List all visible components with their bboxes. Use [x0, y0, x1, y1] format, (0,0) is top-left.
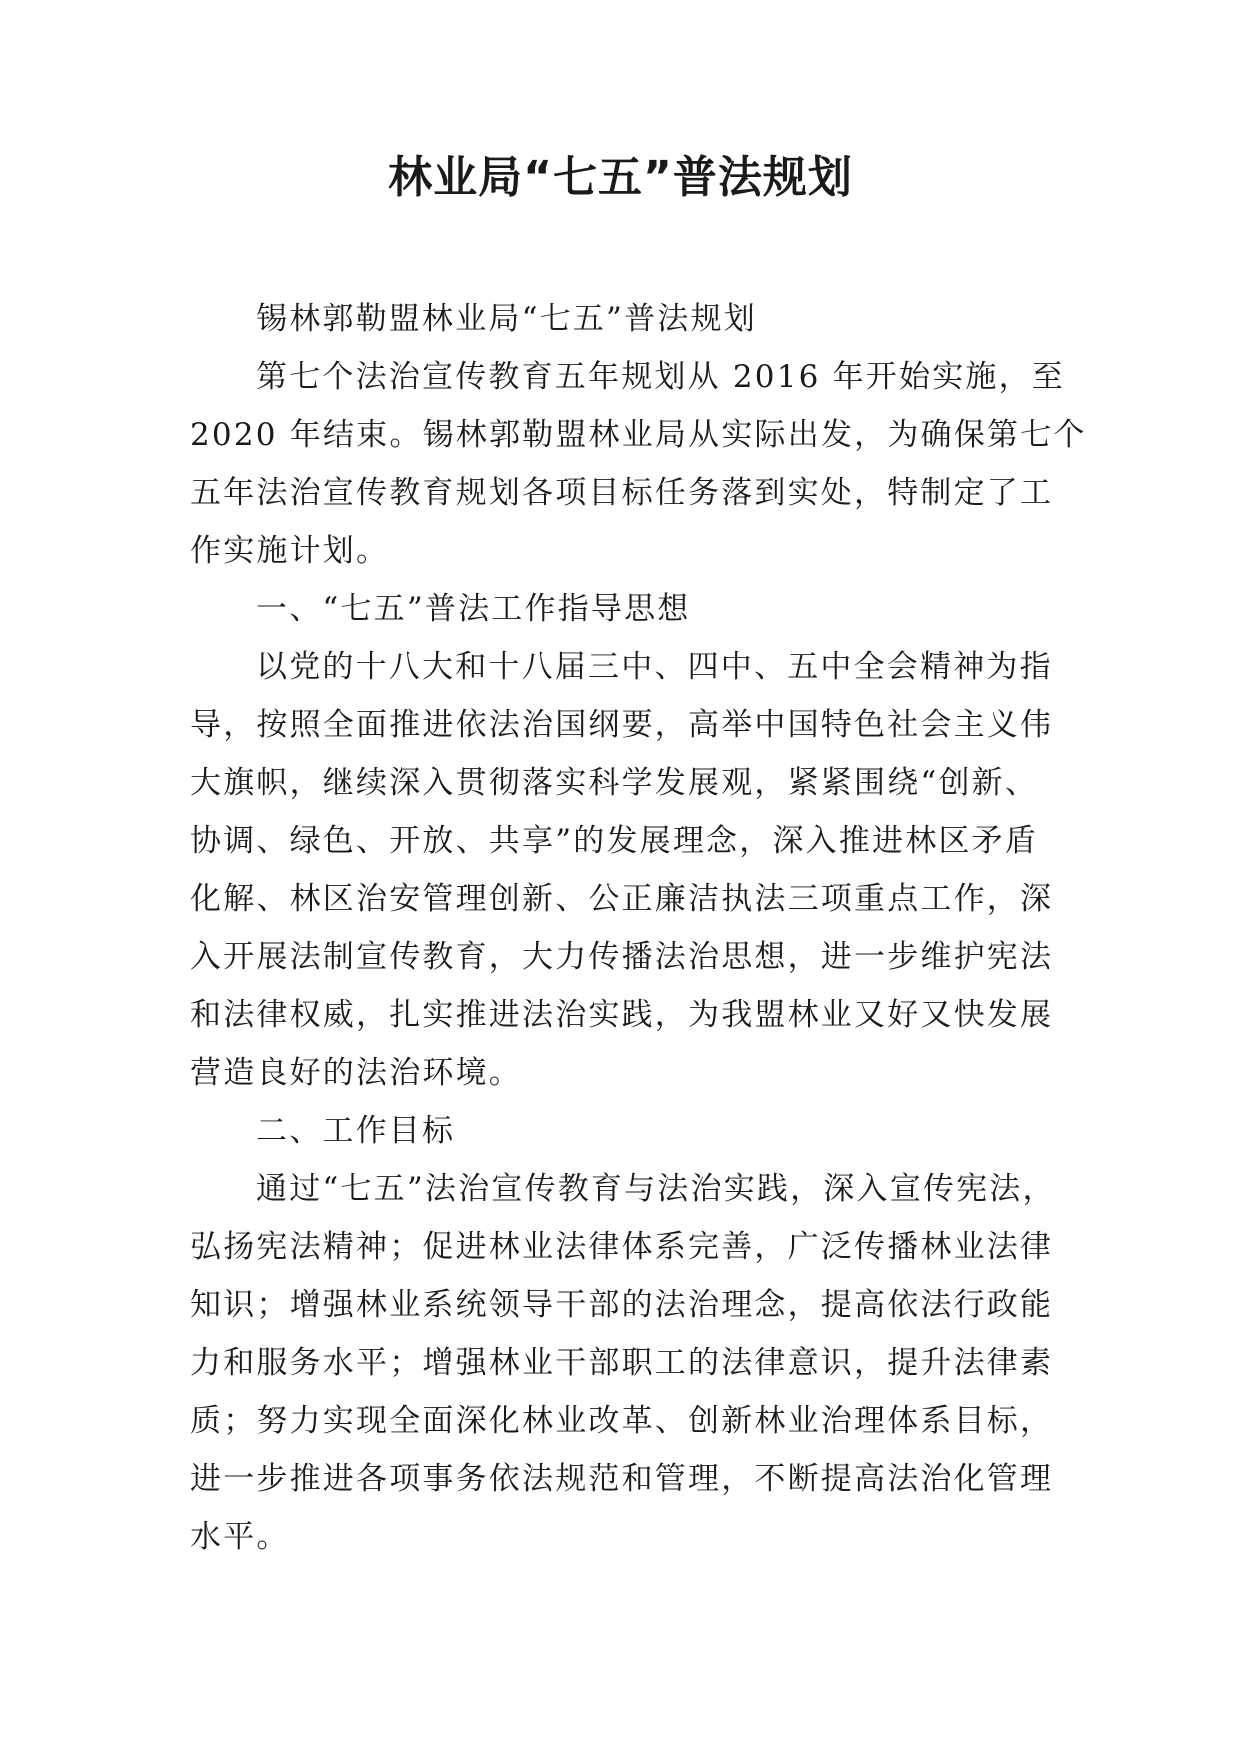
paragraph-line: 五年法治宣传教育规划各项目标任务落到实处，特制定了工 — [190, 475, 1054, 511]
paragraph-line: 和法律权威，扎实推进法治实践，为我盟林业又好又快发展 — [190, 997, 1054, 1033]
paragraph-line: 水平。 — [190, 1519, 290, 1555]
paragraph-line: 化解、林区治安管理创新、公正廉洁执法三项重点工作，深 — [190, 881, 1054, 917]
paragraph-line: 入开展法制宣传教育，大力传播法治思想，进一步维护宪法 — [190, 939, 1054, 975]
paragraph-line: 通过“七五”法治宣传教育与法治实践，深入宣传宪法， — [256, 1171, 1056, 1207]
document-body — [190, 290, 1087, 1566]
section-heading: 一、“七五”普法工作指导思想 — [256, 591, 691, 627]
subtitle-line: 锡林郭勒盟林业局“七五”普法规划 — [256, 301, 757, 337]
paragraph-line: 第七个法治宣传教育五年规划从 2016 年开始实施，至 — [256, 359, 1065, 395]
paragraph-line: 大旗帜，继续深入贯彻落实科学发展观，紧紧围绕“创新、 — [190, 765, 1039, 801]
paragraph-line: 知识；增强林业系统领导干部的法治理念，提高依法行政能 — [190, 1287, 1054, 1323]
paragraph-line: 协调、绿色、开放、共享”的发展理念，深入推进林区矛盾 — [190, 823, 1039, 859]
paragraph-line: 以党的十八大和十八届三中、四中、五中全会精神为指 — [256, 649, 1053, 685]
paragraph-line: 导，按照全面推进依法治国纲要，高举中国特色社会主义伟 — [190, 707, 1054, 743]
document-title: 林业局“七五”普法规划 — [388, 152, 853, 203]
paragraph-line: 2020 年结束。锡林郭勒盟林业局从实际出发，为确保第七个 — [190, 417, 1087, 453]
paragraph-line: 弘扬宪法精神；促进林业法律体系完善，广泛传播林业法律 — [190, 1229, 1054, 1265]
paragraph-line: 营造良好的法治环境。 — [190, 1055, 522, 1091]
paragraph-line: 质；努力实现全面深化林业改革、创新林业治理体系目标， — [190, 1403, 1054, 1439]
paragraph-line: 力和服务水平；增强林业干部职工的法律意识，提升法律素 — [190, 1345, 1054, 1381]
paragraph-line: 作实施计划。 — [190, 533, 390, 569]
section-heading: 二、工作目标 — [256, 1113, 456, 1149]
paragraph-line: 进一步推进各项事务依法规范和管理，不断提高法治化管理 — [190, 1461, 1054, 1497]
